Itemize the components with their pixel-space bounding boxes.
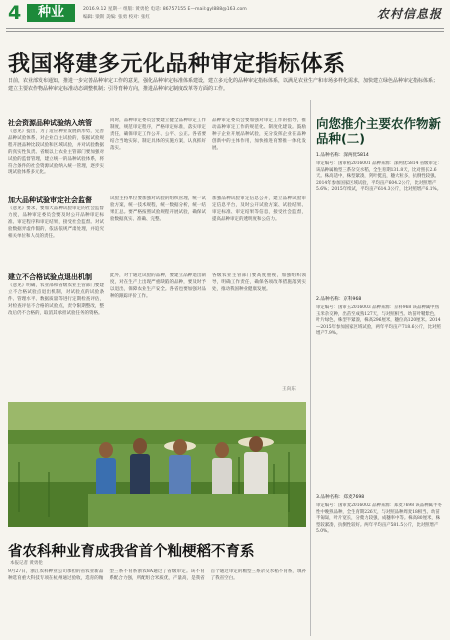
- page-number: 4: [8, 2, 22, 24]
- article-col-a1: 《意见》提出，为了适应种业发展新形势，完善品种试验体系，对企业自主试验的，依据试验规程开展品种比较试验和区域试验，并对试验数据的真实性负责。省级以上农业主管部门要加强对试验的监督管理，建立统一的品种试验体系，将符合条件的社会资源试验纳入统一管理，逐步实现试验体系多元化。: [8, 129, 104, 176]
- subhead-3: 建立不合格试验点退出机制: [8, 273, 92, 281]
- masthead: 农村信息报: [376, 7, 442, 21]
- sidebar-title: 向您推介主要农作物新品种(二): [316, 116, 442, 146]
- article-col-c1: 品种审定委员会要加强对审定工作的指导，推动品种审定工作的规范化、制度化建设。鼓励种子企业开展品种试验，充分发挥企业在品种创新中的主体作用，加快推进育繁推一体化发展。: [212, 118, 306, 151]
- bottom-article-byline: 本报记者 黄勇伦: [10, 561, 43, 566]
- sidebar-item-text: 审定编号：国审玉2016003 品种来源：京科968 该品种属中熟玉米杂交种，出苗至成熟127天，与对照相当。幼苗叶鞘紫色，叶片绿色，株型半紧凑，株高296厘米，穗位高120厘米。2014—2015年参加国家区域试验，两年平均亩产718.6公斤，比对照增产7.9%。: [316, 305, 441, 336]
- article-col-a2: 《意见》要求，要加大品种试验审定的社会监督力度，品种审定委员会要及时公开品种审定标准、审定程序和审定结果，接受社会监督。对试验数据弄虚作假的，依法依规严肃处理，并追究相关单位和人员的责任。: [8, 206, 104, 239]
- main-headline: 我国将建多元化品种审定指标体系: [8, 52, 346, 77]
- article-byline: 王向东: [282, 387, 296, 392]
- subhead-1: 社会资源品种试验纳入统管: [8, 119, 92, 127]
- editor-line: 编辑: 梁斯 美编: 张勇 校对: 张红: [83, 15, 151, 20]
- sidebar-item-head: 3.品种名称：郑麦7698: [316, 495, 365, 500]
- lead-paragraph: 日前，农业部发布通知，推进一步完善品种审定工作的意见，强化品种审定标准体系建设，建立多元化的品种审定指标体系，以满足农业生产和市场多样化需求，加快建立绿色品种审定指标体系；建立主要农作物品种审定标准动态调整机制；引导育种方向，推进品种审定制度改革等方面的工作。: [8, 78, 439, 92]
- article-col-b3: 此外，对于通过试验的品种，要建立品种退出制度，对在生产上出现严重缺陷的品种，要及时予以退出，保障农业生产安全。各省也要加强对品种的跟踪评价工作。: [110, 273, 206, 299]
- section-label: 种业: [27, 4, 75, 22]
- bottom-article-title: 省农科种业育成我省首个籼梗稻不育系: [8, 544, 255, 560]
- sidebar-item-text: 审定编号：国审麦2016002 品种来源：郑麦7698 该品种属半冬性中晚熟品种，全生育期226天，与对照品种周麦18相当。幼苗半匍匐，叶片宽长，分蘖力较强，成穗率中等。株高80厘米，株型较紧凑，抗倒性较好。两年平均亩产581.5公斤，比对照增产5.0%。: [316, 503, 442, 534]
- article-col-b2: 试验主持单位要加强对试验的组织管理，统一试验方案，统一技术规程，统一数据分析，统一结果汇总。要严格按照试验规程开展试验，确保试验数据真实、准确、完整。: [110, 196, 206, 222]
- header-rule: [6, 28, 444, 29]
- sidebar-item-head: 2.品种名称：京科968: [316, 297, 362, 302]
- subhead-2: 加大品种试验审定社会监督: [8, 196, 92, 204]
- bottom-article-text: 9月27日，浙江农科种业公司承担的省农业新品种选育重大科技专项在杭州通过验收，选育的籼型三系不育系浙农8A通过了省级审定。该不育系配合力强，所配组合米质优，产量高，是我省首个通过审定的籼型三系杂交水稻不育系，填补了我省空白。: [8, 569, 306, 581]
- sidebar-item-head: 1.品种名称：深两优5814: [316, 153, 369, 158]
- page-header: [0, 0, 450, 30]
- rice-field-photo: [8, 402, 306, 527]
- header-rule-2: [6, 31, 444, 32]
- sidebar-item-text: 审定编号：国审稻2016001 品种来源：深两优5814 省级审定：该品种属籼型三系杂交水稻，全生育期131.8天，比对照长2.6天。株高适中，株型紧凑，剑叶挺直，穗大粒多，抗倒性较强。2014年参加国家区域试验，平均亩产604.2公斤，比对照增产5.6%；2015年续试，平均亩产614.3公斤，比对照增产6.1%。: [316, 161, 442, 192]
- article-col-c3: 各级农业主管部门要高度重视，加强组织领导，明确工作责任，确保各项改革措施落到实处，推动我国种业健康发展。: [212, 273, 306, 292]
- article-col-c2: 加强品种试验审定信息公开，建立品种试验审定信息平台，及时公开试验方案、试验结果、审定标准、审定结果等信息，接受社会监督，提高品种审定的透明度和公信力。: [212, 196, 306, 222]
- article-col-b1: 同时，品种审定委员会要建立健全品种审定工作制度，规范审定程序，严格审定标准，落实审定责任，确保审定工作公开、公平、公正。各省要结合当地实际，制定具体的实施方案，认真抓好落实。: [110, 118, 206, 151]
- date-line: 2016.9.12 星期一 组版: 黄勇伦 电话: 86757155 E—mail:gyl888@163.com: [83, 7, 247, 12]
- article-col-a3: 《意见》明确，农业部和省级农业主管部门要建立不合格试验点退出机制，对试验点的试验条件、管理水平、数据质量等进行定期检查评估，对检查评估不合格的试验点，责令限期整改，整改后仍不合格的，取消其承担试验任务的资格。: [8, 283, 104, 316]
